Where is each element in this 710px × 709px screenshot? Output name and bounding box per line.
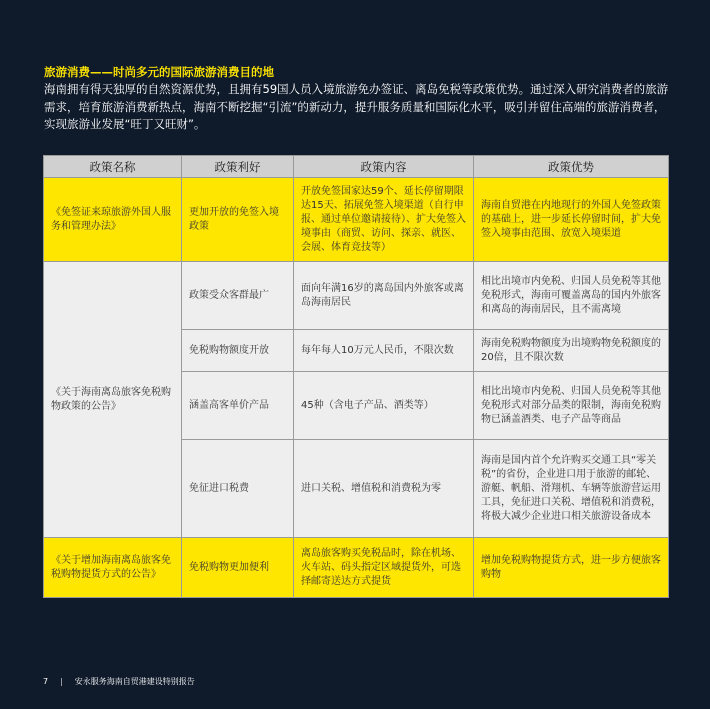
policy-advantage-cell: 海南免税购物额度为出境购物免税额度的20倍，且不限次数 (474, 330, 669, 372)
policy-name-cell: 《关于海南离岛旅客免税购物政策的公告》 (44, 262, 182, 538)
policy-benefit-cell: 更加开放的免签入境政策 (182, 178, 294, 262)
page-footer (43, 676, 195, 687)
policy-name-cell: 《关于增加海南离岛旅客免税购物提货方式的公告》 (44, 538, 182, 598)
policy-benefit-cell: 免征进口税费 (182, 440, 294, 538)
header-policy-benefit: 政策利好 (182, 156, 294, 178)
page-number: 7 (43, 677, 49, 686)
section-body: 海南拥有得天独厚的自然资源优势，且拥有59国人员入境旅游免办签证、离岛免税等政策优势。通过深入研究消费者的旅游需求，培育旅游消费新热点，海南不断挖掘“引流”的新动力，提升服务质量和国际化水平，吸引并留住高端的旅游消费者，实现旅游业发展“旺丁又旺财”。 (44, 82, 669, 131)
policy-content-cell: 开放免签国家达59个、延长停留期限达15天、拓展免签入境渠道（自行申报、通过单位邀请接待）、扩大免签入境事由（商贸、访问、探亲、就医、会展、体育竞技等） (294, 178, 474, 262)
policy-name-cell: 《免签证来琼旅游外国人服务和管理办法》 (44, 178, 182, 262)
policy-table (43, 155, 669, 598)
policy-content-cell: 进口关税、增值税和消费税为零 (294, 440, 474, 538)
policy-benefit-cell: 免税购物更加便利 (182, 538, 294, 598)
section-title: 旅游消费——时尚多元的国际旅游消费目的地 (44, 65, 274, 79)
header-policy-advantage: 政策优势 (474, 156, 669, 178)
footer-separator: | (60, 677, 63, 686)
table-row (44, 538, 669, 598)
table-row (44, 262, 669, 330)
policy-content-cell: 每年每人10万元人民币，不限次数 (294, 330, 474, 372)
policy-benefit-cell: 免税购物额度开放 (182, 330, 294, 372)
report-title: 安永服务海南自贸港建设特别报告 (74, 677, 195, 686)
table-row (44, 178, 669, 262)
policy-content-cell: 45种（含电子产品、酒类等） (294, 372, 474, 440)
table-header-row (44, 156, 669, 178)
policy-content-cell: 离岛旅客购买免税品时，除在机场、火车站、码头指定区域提货外，可选择邮寄送达方式提货 (294, 538, 474, 598)
policy-advantage-cell: 海南是国内首个允许购买交通工具“零关税”的省份，企业进口用于旅游的邮轮、游艇、帆船、滑翔机、车辆等旅游营运用工具，免征进口关税、增值税和消费税，将极大减少企业进口相关旅游设备成本 (474, 440, 669, 538)
policy-benefit-cell: 涵盖高客单价产品 (182, 372, 294, 440)
policy-advantage-cell: 相比出境市内免税、归国人员免税等其他免税形式对部分品类的限制，海南免税购物已涵盖酒类、电子产品等商品 (474, 372, 669, 440)
header-policy-content: 政策内容 (294, 156, 474, 178)
policy-benefit-cell: 政策受众客群最广 (182, 262, 294, 330)
section (44, 64, 672, 134)
policy-content-cell: 面向年满16岁的离岛国内外旅客或离岛海南居民 (294, 262, 474, 330)
policy-advantage-cell: 增加免税购物提货方式，进一步方便旅客购物 (474, 538, 669, 598)
policy-advantage-cell: 相比出境市内免税、归国人员免税等其他免税形式，海南可覆盖离岛的国内外旅客和离岛的海南居民，且不需离境 (474, 262, 669, 330)
header-policy-name: 政策名称 (44, 156, 182, 178)
policy-advantage-cell: 海南自贸港在内地现行的外国人免签政策的基础上，进一步延长停留时间，扩大免签入境事由范围、放宽入境渠道 (474, 178, 669, 262)
